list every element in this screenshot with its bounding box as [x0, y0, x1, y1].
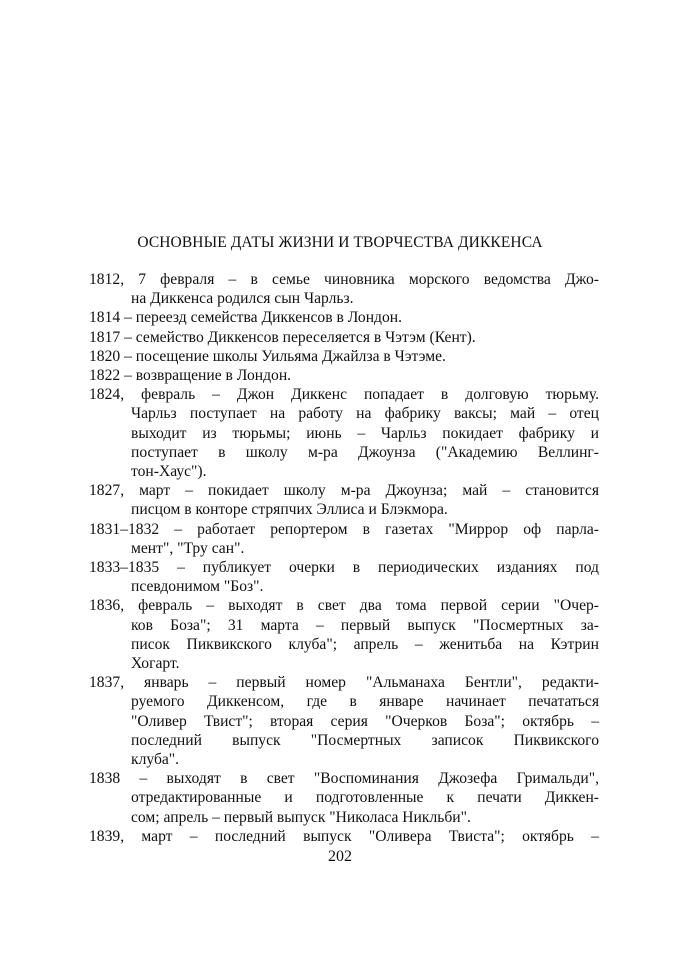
entry-line: руемого Диккенсом, где в январе начинает печататься [131, 693, 599, 711]
chronology-entry [89, 520, 599, 558]
entry-line: 1812, 7 февраля – в семье чиновника морского ведомства Джо- [89, 271, 599, 288]
entry-line: 1814 – переезд семейства Диккенсов в Лондон. [89, 309, 403, 327]
chronology-entry [89, 270, 599, 308]
entry-line: Хогарт. [131, 655, 180, 673]
entry-line: отредактированные и подготовленные к печати Диккен- [131, 789, 599, 807]
chronology-entry [89, 673, 599, 769]
entry-line: 1822 – возвращение в Лондон. [89, 367, 292, 385]
entry-line: выходит из тюрьмы; июнь – Чарльз покидает фабрику и [131, 424, 599, 442]
chronology-entry [89, 385, 599, 481]
chronology-entry [89, 347, 599, 366]
entry-line: тон-Хаус"). [131, 463, 207, 481]
entry-line: мент", "Тру сан". [131, 539, 245, 557]
entry-line: клуба". [131, 751, 180, 769]
page-number: 202 [328, 848, 352, 865]
entry-line: 1831–1832 – работает репортером в газетах "Миррор оф парла- [89, 520, 599, 538]
entry-line: 1836, февраль – выходят в свет два тома первой серии "Очер- [89, 597, 599, 615]
entry-line: 1817 – семейство Диккенсов переселяется в Чэтэм (Кент). [89, 328, 476, 346]
entry-line: сом; апрель – первый выпуск "Николаса Никльби". [131, 808, 471, 826]
entry-line: последний выпуск "Посмертных записок Пиквикского [131, 731, 599, 749]
chronology-entry [89, 827, 599, 846]
entry-line: "Оливер Твист"; вторая серия "Очерков Боза"; октябрь – [131, 712, 599, 730]
entry-line: на Диккенса родился сын Чарльз. [131, 290, 354, 308]
chronology-entry [89, 481, 599, 519]
chronology-entry [89, 558, 599, 596]
entry-line: Чарльз поступает на работу на фабрику ваксы; май – отец [131, 405, 599, 423]
entry-line: псевдонимом "Боз". [131, 578, 264, 596]
chronology-entry [89, 308, 599, 327]
chronology-entry [89, 366, 599, 385]
entry-line: 1838 – выходят в свет "Воспоминания Джозефа Гримальди", [89, 770, 599, 788]
entry-line: поступает в школу м-ра Джоунза ("Академию Веллинг- [131, 443, 599, 461]
entry-line: писцом в конторе стряпчих Эллиса и Блэкмора. [131, 501, 448, 519]
entry-line: писок Пиквикского клуба"; апрель – женитьба на Кэтрин [131, 635, 599, 653]
entry-line: 1824, февраль – Джон Диккенс попадает в долговую тюрьму. [89, 386, 599, 404]
entry-line: 1837, январь – первый номер "Альманаха Бентли", редакти- [89, 674, 599, 692]
entry-line: 1827, март – покидает школу м-ра Джоунза; май – становится [89, 482, 599, 500]
entry-line: 1833–1835 – публикует очерки в периодических изданиях под [89, 559, 599, 577]
chronology-entry [89, 596, 599, 673]
entry-line: 1820 – посещение школы Уильяма Джайлза в Чэтэме. [89, 347, 446, 365]
entry-line: 1839, март – последний выпуск "Оливера Твиста"; октябрь – [89, 827, 599, 845]
chronology-list [89, 270, 599, 846]
chapter-heading: ОСНОВНЫЕ ДАТЫ ЖИЗНИ И ТВОРЧЕСТВА ДИККЕНСА [137, 234, 543, 251]
chronology-entry [89, 328, 599, 347]
entry-line: ков Боза"; 31 марта – первый выпуск "Посмертных за- [131, 616, 599, 634]
chronology-entry [89, 769, 599, 827]
